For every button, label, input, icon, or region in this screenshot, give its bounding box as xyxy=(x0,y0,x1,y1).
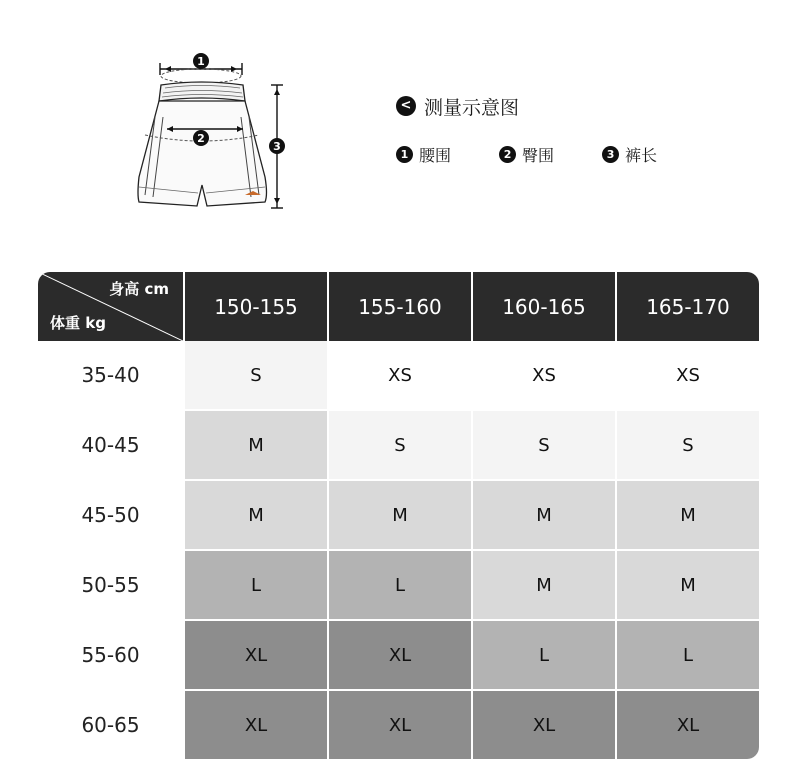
legend-items xyxy=(396,143,736,166)
length-badge: 3 xyxy=(273,140,281,153)
size-cell: XS xyxy=(617,341,759,409)
number-badge: 2 xyxy=(499,146,516,163)
legend-item-hip xyxy=(499,143,554,166)
legend-title: 测量示意图 xyxy=(424,96,520,119)
number-badge: 1 xyxy=(396,146,413,163)
size-cell: L xyxy=(329,551,471,619)
row-weight-label: 55-60 xyxy=(81,643,140,667)
shorts-measurement-diagram xyxy=(125,45,295,220)
legend-item-label: 裤长 xyxy=(625,146,658,165)
legend-item-waist xyxy=(396,143,451,166)
size-cell: XS xyxy=(329,341,471,409)
size-cell: XL xyxy=(329,691,471,759)
chevron-left-icon: < xyxy=(396,96,416,116)
size-cell: XS xyxy=(473,341,615,409)
row-weight-label: 50-55 xyxy=(81,573,140,597)
column-header: 160-165 xyxy=(473,272,615,341)
table-corner-header xyxy=(38,272,183,341)
size-cell: L xyxy=(185,551,327,619)
size-cell: L xyxy=(473,621,615,689)
legend-item-label: 臀围 xyxy=(522,146,555,165)
shorts-illustration xyxy=(125,45,295,220)
legend-item-label: 腰围 xyxy=(419,146,452,165)
legend-title-row xyxy=(396,93,736,119)
row-weight-label: 45-50 xyxy=(81,503,140,527)
size-cell: M xyxy=(473,481,615,549)
height-axis-label: 身高 cm xyxy=(109,280,169,298)
waist-badge: 1 xyxy=(197,55,205,68)
size-cell: XL xyxy=(473,691,615,759)
number-badge: 3 xyxy=(602,146,619,163)
size-cell: M xyxy=(329,481,471,549)
size-cell: S xyxy=(329,411,471,479)
size-cell: M xyxy=(185,481,327,549)
row-weight-label: 60-65 xyxy=(81,713,140,737)
size-cell: S xyxy=(473,411,615,479)
size-cell: XL xyxy=(185,621,327,689)
size-cell: XL xyxy=(185,691,327,759)
column-header: 155-160 xyxy=(329,272,471,341)
legend-item-length xyxy=(602,143,657,166)
size-cell: M xyxy=(185,411,327,479)
column-header: 150-155 xyxy=(185,272,327,341)
weight-axis-label: 体重 kg xyxy=(50,314,106,332)
size-cell: L xyxy=(617,621,759,689)
size-cell: XL xyxy=(617,691,759,759)
size-cell: M xyxy=(473,551,615,619)
size-cell: XL xyxy=(329,621,471,689)
row-weight-label: 40-45 xyxy=(81,433,140,457)
size-cell: S xyxy=(185,341,327,409)
hip-badge: 2 xyxy=(197,132,205,145)
measurement-legend xyxy=(396,93,736,166)
size-cell: S xyxy=(617,411,759,479)
row-weight-label: 35-40 xyxy=(81,363,140,387)
size-cell: M xyxy=(617,551,759,619)
size-chart-table xyxy=(38,272,752,758)
column-header: 165-170 xyxy=(617,272,759,341)
size-cell: M xyxy=(617,481,759,549)
